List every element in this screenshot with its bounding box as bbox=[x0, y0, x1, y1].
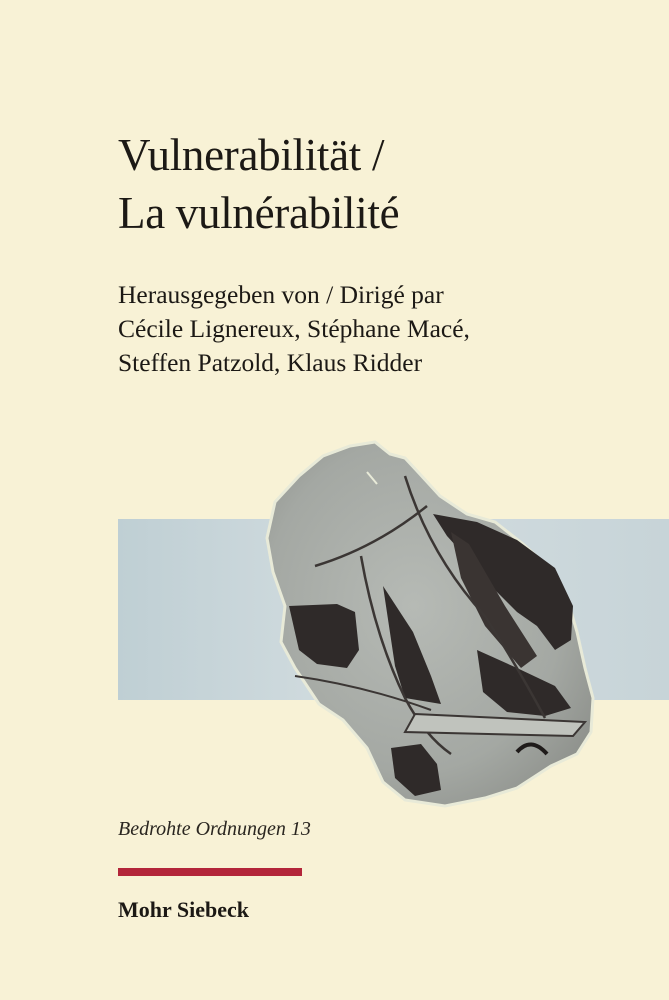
publisher-name: Mohr Siebeck bbox=[118, 897, 249, 922]
editors-line-2: Cécile Lignereux, Stéphane Macé, bbox=[118, 314, 470, 343]
editors-line-3: Steffen Patzold, Klaus Ridder bbox=[118, 348, 423, 377]
book-title bbox=[118, 126, 399, 242]
editors-line-1: Herausgegeben von / Dirigé par bbox=[118, 280, 444, 309]
accent-rule bbox=[118, 868, 302, 876]
pottery-fragment-image bbox=[255, 436, 605, 811]
title-line-1: Vulnerabilität / bbox=[118, 130, 385, 180]
editors-block bbox=[118, 278, 470, 380]
series-name: Bedrohte Ordnungen 13 bbox=[118, 818, 311, 840]
title-line-2: La vulnérabilité bbox=[118, 188, 400, 238]
